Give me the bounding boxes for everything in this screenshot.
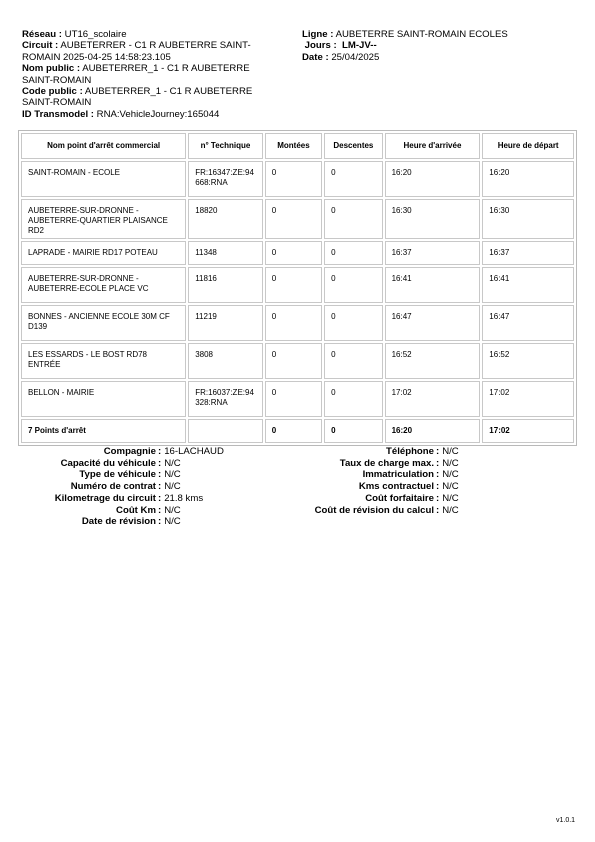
version-label: v1.0.1 (556, 817, 576, 824)
info-label: Coût de révision du calcul (314, 504, 434, 516)
info-value: N/C (164, 457, 181, 469)
info-value: N/C (442, 481, 459, 493)
total-tech (188, 419, 263, 443)
total-arrivee: 16:20 (385, 419, 481, 443)
cell-descentes: 0 (324, 381, 382, 417)
code-public-line (22, 86, 277, 109)
cell-montees: 0 (265, 241, 322, 265)
reseau-label: Réseau : (22, 29, 62, 40)
cell-montees: 0 (265, 199, 322, 239)
info-row: Capacité du véhicule : N/C (40, 458, 224, 470)
col-header-descentes: Descentes (324, 133, 382, 159)
info-value: N/C (442, 504, 459, 516)
cell-depart: 16:52 (482, 343, 574, 379)
info-row: Compagnie : 16-LACHAUD (40, 446, 224, 458)
date-line (302, 52, 562, 63)
cell-name: SAINT-ROMAIN - ECOLE (21, 161, 186, 197)
cell-name: LAPRADE - MAIRIE RD17 POTEAU (21, 241, 186, 265)
info-label: Kilometrage du circuit (54, 492, 156, 504)
info-row: Type de véhicule : N/C (40, 469, 224, 481)
cell-name: AUBETERRE-SUR-DRONNE - AUBETERRE-ECOLE PLACE VC (21, 267, 186, 303)
col-header-tech: n° Technique (188, 133, 263, 159)
jours-label: Jours : (304, 40, 337, 52)
table-total-row (21, 419, 574, 443)
cell-arrivee: 16:52 (385, 343, 481, 379)
info-value: N/C (164, 504, 181, 516)
cell-montees: 0 (265, 267, 322, 303)
cell-tech: 3808 (188, 343, 263, 379)
nom-public-label: Nom public : (22, 63, 81, 75)
info-value: N/C (442, 457, 459, 469)
date-value: 25/04/2025 (331, 51, 380, 63)
table-row (21, 267, 574, 303)
info-value: N/C (164, 481, 181, 493)
ligne-line (302, 29, 562, 40)
cell-descentes: 0 (324, 343, 382, 379)
cell-depart: 17:02 (482, 381, 574, 417)
code-public-value: AUBETERRER_1 - C1 R AUBETERRE SAINT-ROMAIN (22, 86, 253, 109)
info-row: Date de révision : N/C (40, 516, 224, 528)
circuit-label: Circuit : (22, 40, 59, 52)
reseau-line (22, 29, 277, 40)
id-transmodel-label: ID Transmodel : (22, 108, 94, 120)
cell-descentes: 0 (324, 199, 382, 239)
info-row: Coût forfaitaire : N/C (300, 493, 459, 505)
cell-montees: 0 (265, 381, 322, 417)
cell-depart: 16:30 (482, 199, 574, 239)
cell-montees: 0 (265, 305, 322, 341)
cell-tech: FR:16037:ZE:94328:RNA (188, 381, 263, 417)
cell-arrivee: 16:30 (385, 199, 481, 239)
cell-tech: FR:16347:ZE:94668:RNA (188, 161, 263, 197)
col-header-name: Nom point d'arrêt commercial (21, 133, 186, 159)
cell-depart: 16:20 (482, 161, 574, 197)
cell-depart: 16:47 (482, 305, 574, 341)
info-label: Téléphone (386, 446, 434, 457)
ligne-label: Ligne : (302, 29, 334, 40)
info-label: Type de véhicule (79, 469, 156, 481)
col-header-arrivee: Heure d'arrivée (385, 133, 481, 159)
cell-descentes: 0 (324, 241, 382, 265)
info-value: 16-LACHAUD (164, 446, 224, 457)
info-label: Date de révision (81, 516, 156, 528)
info-label: Coût forfaitaire (365, 492, 434, 504)
info-row: Téléphone : N/C (300, 446, 459, 458)
cell-arrivee: 17:02 (385, 381, 481, 417)
info-label: Coût Km (116, 504, 156, 516)
vehicle-info-left (40, 446, 224, 528)
cell-descentes: 0 (324, 267, 382, 303)
header-right (302, 29, 562, 63)
cell-depart: 16:41 (482, 267, 574, 303)
table-row (21, 343, 574, 379)
nom-public-value: AUBETERRER_1 - C1 R AUBETERRE SAINT-ROMAIN (22, 63, 250, 86)
info-label: Numéro de contrat (70, 481, 156, 493)
cell-arrivee: 16:37 (385, 241, 481, 265)
table-row (21, 241, 574, 265)
circuit-value: AUBETERRER - C1 R AUBETERRE SAINT-ROMAIN 2025-04-25 14:58:23.105 (22, 40, 251, 63)
table-row (21, 199, 574, 239)
table-header-row (21, 133, 574, 159)
table-row (21, 381, 574, 417)
reseau-value: UT16_scolaire (64, 29, 127, 40)
total-depart: 17:02 (482, 419, 574, 443)
id-transmodel-value: RNA:VehicleJourney:165044 (96, 108, 220, 120)
info-row: Numéro de contrat : N/C (40, 481, 224, 493)
code-public-label: Code public : (22, 86, 83, 98)
info-label: Capacité du véhicule (60, 457, 156, 469)
col-header-montees: Montées (265, 133, 322, 159)
cell-montees: 0 (265, 161, 322, 197)
info-label: Kms contractuel (358, 481, 434, 493)
total-montees: 0 (265, 419, 322, 443)
info-value: N/C (164, 469, 181, 481)
info-row: Coût de révision du calcul : N/C (300, 505, 459, 517)
info-row: Taux de charge max. : N/C (300, 458, 459, 470)
cell-tech: 11816 (188, 267, 263, 303)
jours-value: LM-JV-- (342, 40, 377, 52)
stops-table (18, 130, 577, 446)
cell-tech: 11348 (188, 241, 263, 265)
info-value: N/C (442, 446, 459, 457)
col-header-depart: Heure de départ (482, 133, 574, 159)
cell-descentes: 0 (324, 305, 382, 341)
info-label: Compagnie (103, 446, 156, 457)
cell-name: BONNES - ANCIENNE ECOLE 30M CF D139 (21, 305, 186, 341)
cell-arrivee: 16:20 (385, 161, 481, 197)
cell-arrivee: 16:47 (385, 305, 481, 341)
cell-depart: 16:37 (482, 241, 574, 265)
total-descentes: 0 (324, 419, 382, 443)
cell-name: BELLON - MAIRIE (21, 381, 186, 417)
info-label: Taux de charge max. (339, 457, 434, 469)
date-label: Date : (302, 51, 329, 63)
table-row (21, 161, 574, 197)
cell-descentes: 0 (324, 161, 382, 197)
id-transmodel-line (22, 109, 277, 120)
info-row: Kms contractuel : N/C (300, 481, 459, 493)
info-value: 21.8 kms (164, 492, 204, 504)
info-label: Immatriculation (362, 469, 434, 481)
info-value: N/C (164, 516, 181, 528)
jours-line (302, 40, 562, 51)
info-value: N/C (442, 469, 459, 481)
info-row: Coût Km : N/C (40, 505, 224, 517)
header-left (22, 29, 277, 120)
vehicle-info-right (300, 446, 459, 516)
cell-name: AUBETERRE-SUR-DRONNE - AUBETERRE-QUARTIER PLAISANCE RD2 (21, 199, 186, 239)
total-name: 7 Points d'arrêt (21, 419, 186, 443)
circuit-line (22, 40, 277, 63)
ligne-value: AUBETERRE SAINT-ROMAIN ECOLES (335, 29, 508, 40)
info-row: Kilometrage du circuit : 21.8 kms (40, 493, 224, 505)
table-row (21, 305, 574, 341)
info-row: Immatriculation : N/C (300, 469, 459, 481)
nom-public-line (22, 63, 277, 86)
cell-name: LES ESSARDS - LE BOST RD78 ENTRÉE (21, 343, 186, 379)
cell-tech: 18820 (188, 199, 263, 239)
cell-tech: 11219 (188, 305, 263, 341)
cell-arrivee: 16:41 (385, 267, 481, 303)
info-value: N/C (442, 492, 459, 504)
cell-montees: 0 (265, 343, 322, 379)
